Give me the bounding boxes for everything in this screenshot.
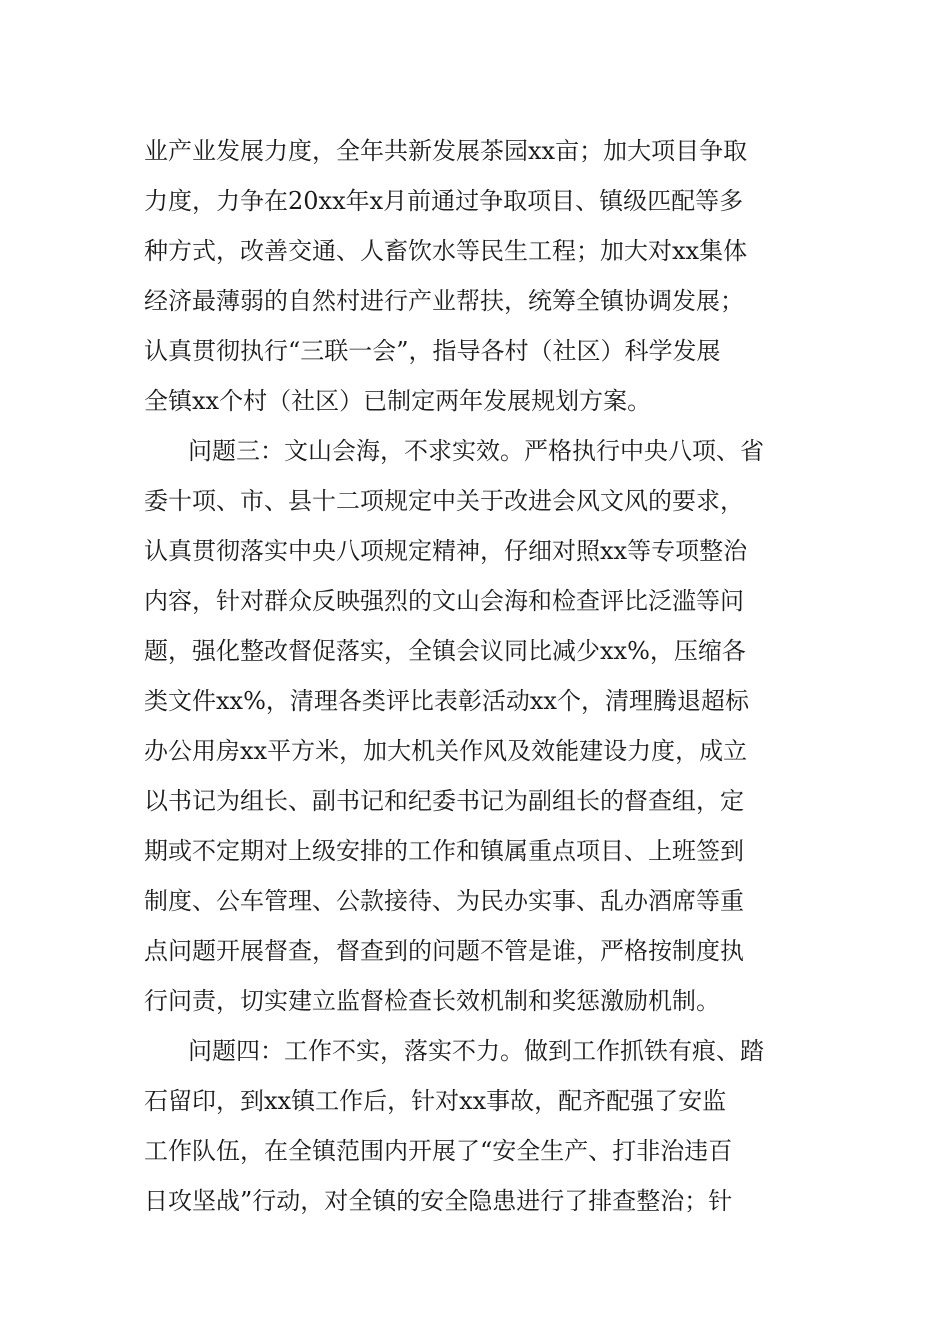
paragraph-issue-four <box>144 1026 814 1226</box>
text-line: 点问题开展督查，督查到的问题不管是谁，严格按制度执 <box>144 937 744 965</box>
text-line: 问题四：工作不实，落实不力。做到工作抓铁有痕、踏 <box>188 1037 764 1065</box>
text-line: 种方式，改善交通、人畜饮水等民生工程；加大对xx集体 <box>144 237 748 265</box>
text-line: 全镇xx个村（社区）已制定两年发展规划方案。 <box>144 387 652 415</box>
text-line: 类文件xx%，清理各类评比表彰活动xx个，清理腾退超标 <box>144 687 749 715</box>
text-line: 行问责，切实建立监督检查长效机制和奖惩激励机制。 <box>144 987 720 1015</box>
paragraph-continuation <box>144 126 814 426</box>
text-line: 以书记为组长、副书记和纪委书记为副组长的督查组，定 <box>144 787 744 815</box>
text-line: 制度、公车管理、公款接待、为民办实事、乱办酒席等重 <box>144 887 744 915</box>
paragraph-issue-three <box>144 426 814 1026</box>
text-line: 业产业发展力度，全年共新发展茶园xx亩；加大项目争取 <box>144 137 748 165</box>
text-line: 委十项、市、县十二项规定中关于改进会风文风的要求， <box>144 487 744 515</box>
document-body <box>144 126 814 1226</box>
text-line: 办公用房xx平方米，加大机关作风及效能建设力度，成立 <box>144 737 748 765</box>
text-line: 内容，针对群众反映强烈的文山会海和检查评比泛滥等问 <box>144 587 744 615</box>
text-line: 认真贯彻落实中央八项规定精神，仔细对照xx等专项整治 <box>144 537 748 565</box>
text-line: 工作队伍，在全镇范围内开展了“安全生产、打非治违百 <box>144 1137 733 1165</box>
text-line: 认真贯彻执行“三联一会”，指导各村（社区）科学发展 <box>144 337 721 365</box>
text-line: 经济最薄弱的自然村进行产业帮扶，统筹全镇协调发展； <box>144 287 744 315</box>
text-line: 期或不定期对上级安排的工作和镇属重点项目、上班签到 <box>144 837 744 865</box>
text-line: 力度，力争在20xx年x月前通过争取项目、镇级匹配等多 <box>144 187 744 215</box>
text-line: 日攻坚战”行动，对全镇的安全隐患进行了排查整治；针 <box>144 1187 733 1215</box>
text-line: 石留印，到xx镇工作后，针对xx事故，配齐配强了安监 <box>144 1087 727 1115</box>
text-line: 题，强化整改督促落实，全镇会议同比减少xx%，压缩各 <box>144 637 746 665</box>
text-line: 问题三：文山会海，不求实效。严格执行中央八项、省 <box>188 437 764 465</box>
